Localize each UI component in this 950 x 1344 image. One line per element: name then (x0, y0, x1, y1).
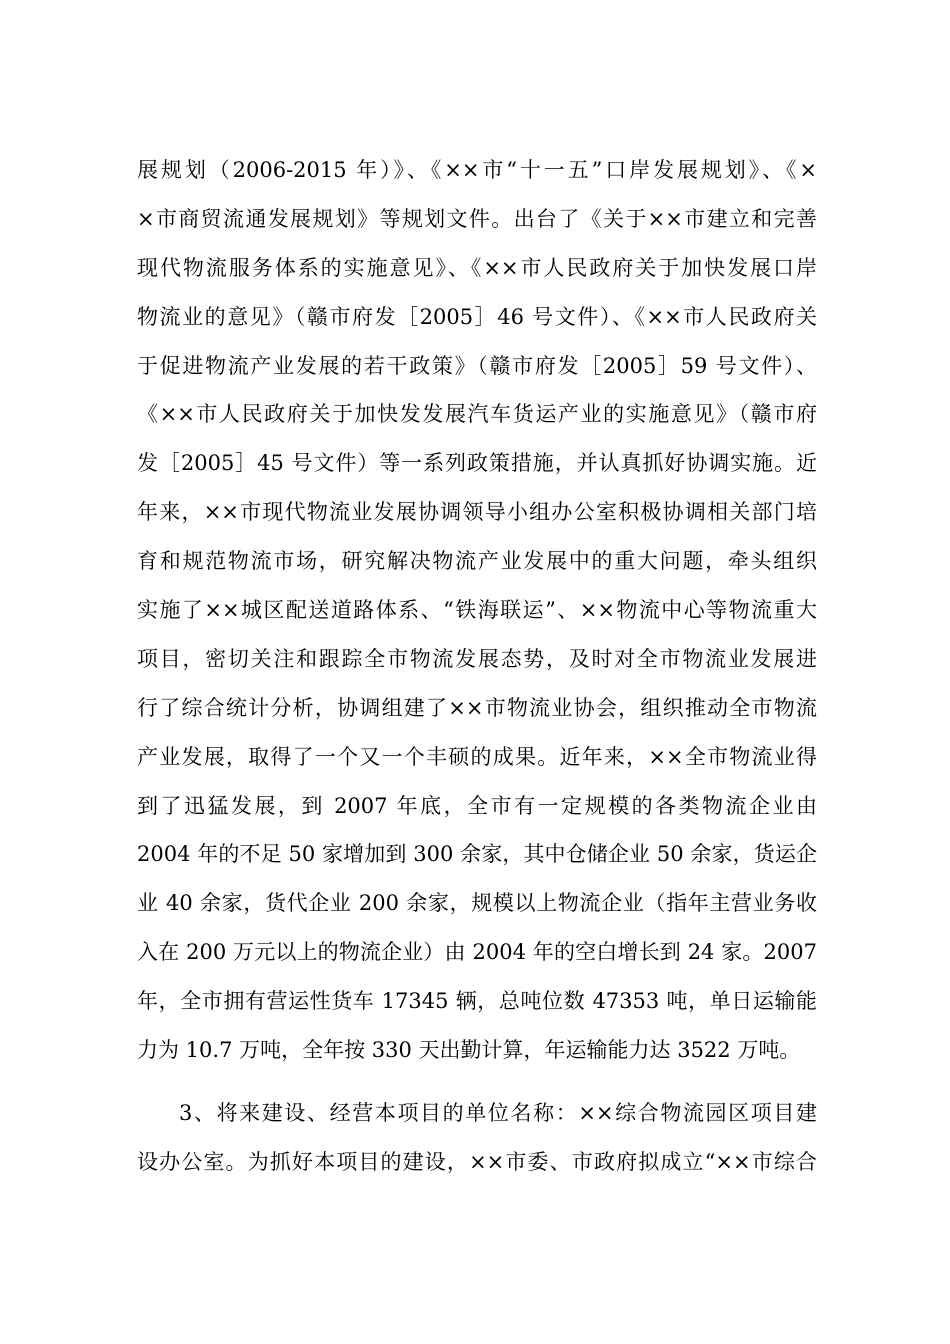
text-line: 《××市人民政府关于加快发发展汽车货运产业的实施意见》（赣市府 (137, 402, 817, 427)
paragraph-2 (137, 1089, 817, 1187)
text-line: 年来，××市现代物流业发展协调领导小组办公室积极协调相关部门培 (137, 500, 817, 525)
text-line: 2004 年的不足 50 家增加到 300 余家，其中仓储企业 50 余家，货运企 (137, 842, 817, 867)
text-line: 物流业的意见》（赣市府发［2005］46 号文件）、《××市人民政府关 (137, 304, 817, 329)
paragraph-gap (137, 1075, 817, 1089)
text-line: 业 40 余家，货代企业 200 余家，规模以上物流企业（指年主营业务收 (137, 891, 817, 916)
text-line: 发［2005］45 号文件）等一系列政策措施，并认真抓好协调实施。近 (137, 451, 817, 476)
text-line: 于促进物流产业发展的若干政策》（赣市府发［2005］59 号文件）、 (137, 353, 817, 378)
text-line: 入在 200 万元以上的物流企业）由 2004 年的空白增长到 24 家。2007 (137, 940, 817, 965)
text-line: 设办公室。为抓好本项目的建设，××市委、市政府拟成立“××市综合 (137, 1149, 817, 1174)
text-line: 展规划（2006-2015 年）》、《××市“十一五”口岸发展规划》、《× (137, 158, 817, 182)
body-text (137, 146, 817, 1187)
text-line: 项目，密切关注和跟踪全市物流发展态势，及时对全市物流业发展进 (137, 646, 817, 671)
paragraph-1 (137, 146, 817, 1075)
text-line: 育和规范物流市场，研究解决物流产业发展中的重大问题，牵头组织 (137, 549, 817, 574)
text-line: 年，全市拥有营运性货车 17345 辆，总吨位数 47353 吨，单日运输能 (137, 989, 817, 1014)
text-line: 实施了××城区配送道路体系、“铁海联运”、××物流中心等物流重大 (137, 598, 817, 623)
text-line: 到了迅猛发展，到 2007 年底，全市有一定规模的各类物流企业由 (137, 793, 817, 818)
text-line: ×市商贸流通发展规划》等规划文件。出台了《关于××市建立和完善 (137, 206, 817, 231)
text-line: 产业发展，取得了一个又一个丰硕的成果。近年来，××全市物流业得 (137, 744, 817, 769)
text-line: 行了综合统计分析，协调组建了××市物流业协会，组织推动全市物流 (137, 695, 817, 720)
text-line: 现代物流服务体系的实施意见》、《××市人民政府关于加快发展口岸 (137, 255, 817, 280)
text-line: 力为 10.7 万吨，全年按 330 天出勤计算，年运输能力达 3522 万吨。 (137, 1038, 801, 1063)
text-line: 3、将来建设、经营本项目的单位名称：××综合物流园区项目建 (179, 1100, 817, 1125)
